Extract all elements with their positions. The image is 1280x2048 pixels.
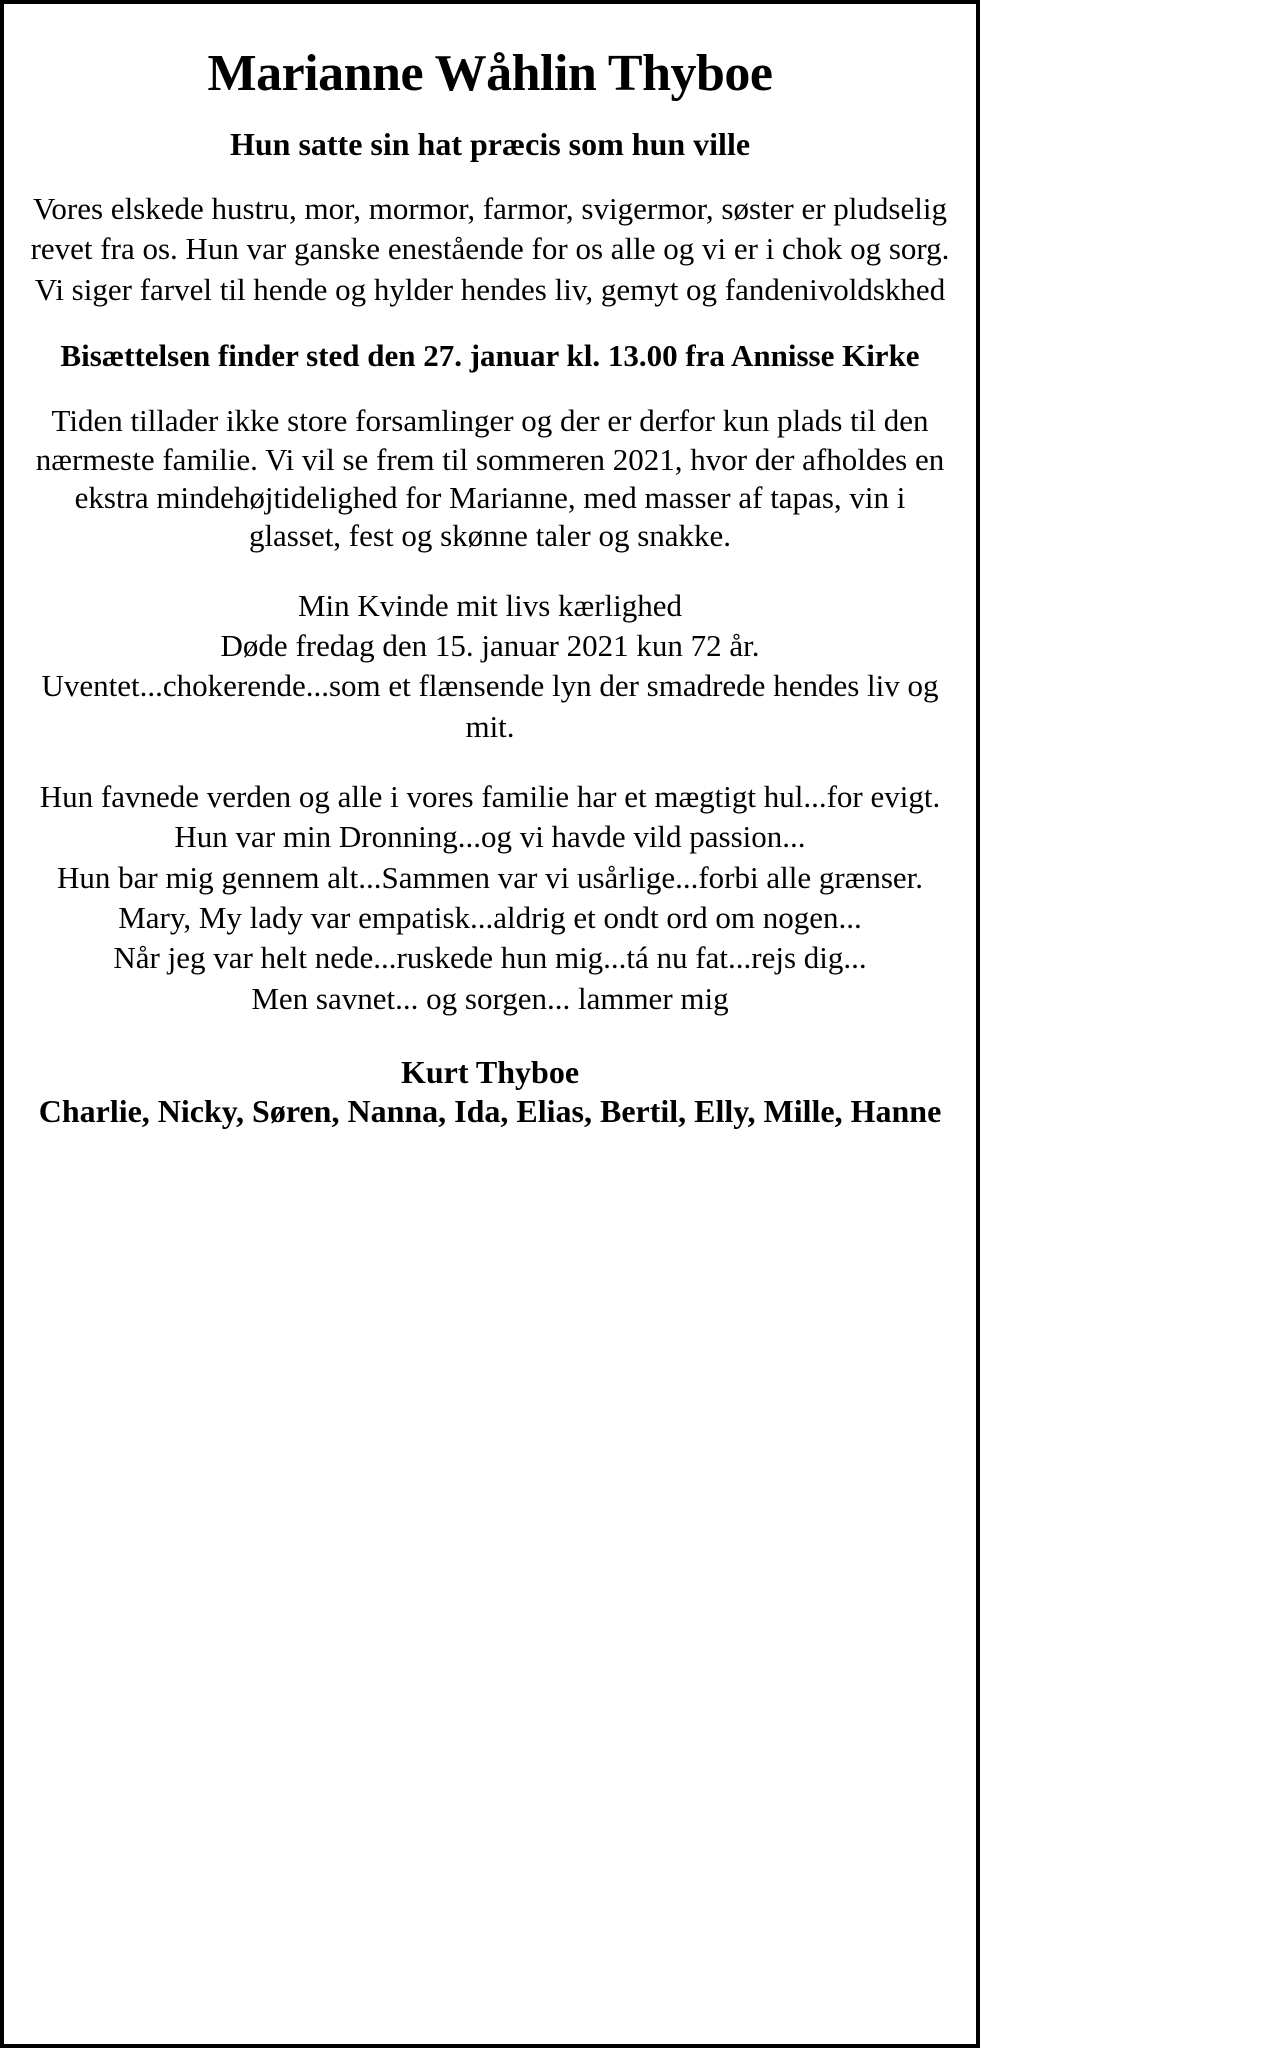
- survivors-signature: [30, 1053, 950, 1131]
- memorial-verse-line: Min Kvinde mit livs kærlighed: [297, 587, 683, 623]
- tribute-paragraph: Vores elskede hustru, mor, mormor, farmor, svigermor, søster er pludselig revet fra os. Hun var ganske enestående for os alle og vi er i chok og sorg. Vi siger farvel til hende og hylder hendes liv, gemyt og fandenivoldskhed: [30, 190, 950, 307]
- personal-tribute-line: Når jeg var helt nede...ruskede hun mig...tá nu fat...rejs dig...: [113, 940, 867, 976]
- funeral-details: Tiden tillader ikke store forsamlinger og der er derfor kun plads til den nærmeste familie. Vi vil se frem til sommeren 2021, hvor der afholdes en ekstra mindehøjtidelighed for Marianne, med masser af tapas, vin i glasset, fest og skønne taler og snakke.: [35, 403, 945, 554]
- personal-tribute-line: Hun var min Dronning...og vi havde vild passion...: [174, 819, 806, 855]
- personal-tribute-line: Men savnet... og sorgen... lammer mig: [251, 980, 729, 1016]
- deceased-name: Marianne Wåhlin Thyboe: [207, 45, 773, 102]
- survivor-primary: Kurt Thyboe: [400, 1053, 580, 1090]
- bottom-spacer: [30, 1131, 950, 2004]
- funeral-announcement: Bisættelsen finder sted den 27. januar kl. 13.00 fra Annisse Kirke: [60, 337, 920, 373]
- personal-tribute-line: Mary, My lady var empatisk...aldrig et ondt ord om nogen...: [118, 899, 862, 935]
- personal-tribute: [30, 777, 950, 1019]
- memorial-verse-line: Uventet...chokerende...som et flænsende lyn der smadrede hendes liv og mit.: [41, 668, 939, 744]
- epitaph-line: Hun satte sin hat præcis som hun ville: [229, 126, 751, 163]
- survivor-list: Charlie, Nicky, Søren, Nanna, Ida, Elias, Bertil, Elly, Mille, Hanne: [38, 1092, 942, 1129]
- personal-tribute-line: Hun bar mig gennem alt...Sammen var vi usårlige...forbi alle grænser.: [56, 859, 924, 895]
- memorial-verse: [30, 586, 950, 747]
- memorial-verse-line: Døde fredag den 15. januar 2021 kun 72 år.: [220, 628, 760, 664]
- personal-tribute-line: Hun favnede verden og alle i vores familie har et mægtigt hul...for evigt.: [39, 779, 941, 815]
